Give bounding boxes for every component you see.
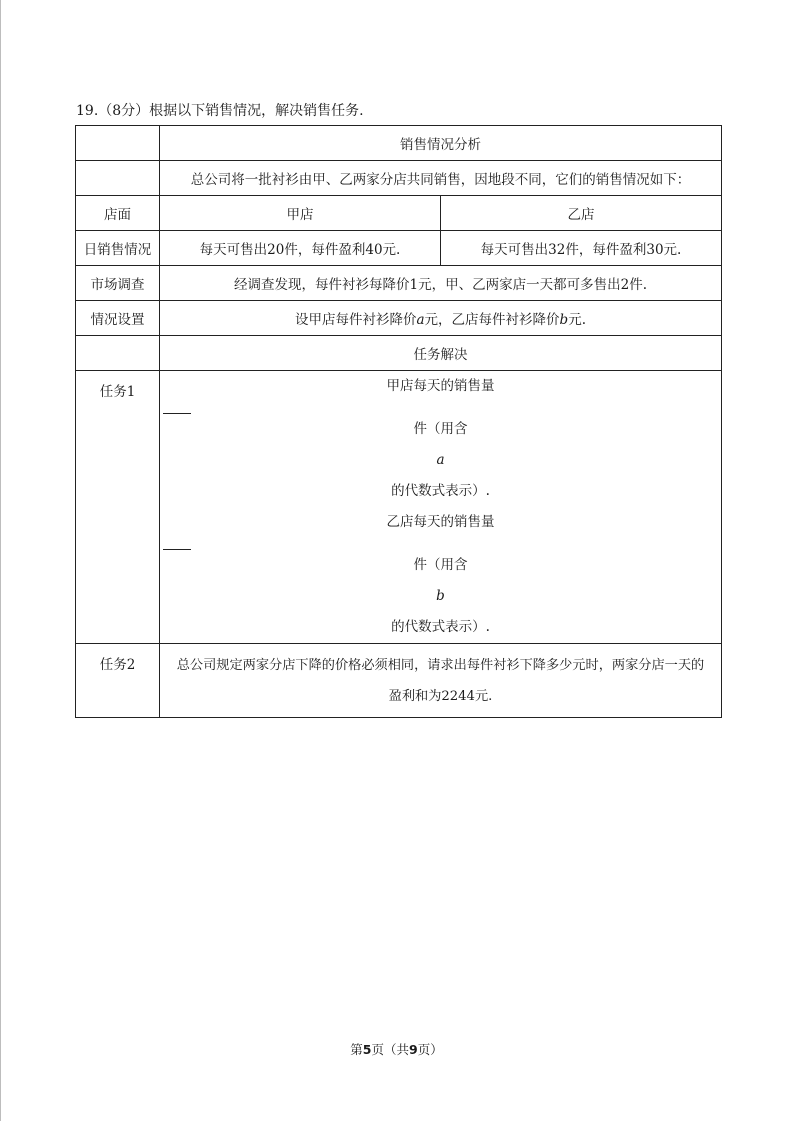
task2-content (160, 644, 722, 718)
table-row (76, 644, 722, 718)
setting-part2: 元，乙店每件衬衫降价 (424, 312, 560, 328)
answer-blank (163, 538, 191, 550)
task2-line1: 总公司规定两家分店下降的价格必须相同，请求出每件衬衫下降多少元时，两家分店一天的 (176, 657, 705, 673)
store-a-daily: 每天可售出20件，每件盈利40元. (160, 231, 441, 266)
store-a-name: 甲店 (160, 196, 441, 231)
task1-line2-pre: 乙店每天的销售量 (386, 514, 495, 530)
setting-text (160, 301, 722, 336)
table-row (76, 196, 722, 231)
variable-b: b (559, 312, 569, 328)
task1-line2-end: 的代数式表示）. (391, 619, 490, 635)
analysis-title: 销售情况分析 (160, 126, 722, 161)
table-row (76, 266, 722, 301)
table-row (76, 336, 722, 371)
setting-part1: 设甲店每件衬衫降价 (294, 312, 417, 328)
page-number: 5 (362, 1042, 372, 1057)
footer-pre: 第 (350, 1042, 363, 1057)
table-row (76, 301, 722, 336)
page-edge (0, 0, 1, 1121)
task1-line1-post: 件（用含 (413, 421, 468, 437)
answer-blank (163, 402, 191, 414)
variable-a: a (416, 312, 425, 328)
empty-cell (76, 336, 160, 371)
row-label-daily: 日销售情况 (76, 231, 160, 266)
task1-line1 (162, 371, 719, 507)
task1-line1-pre: 甲店每天的销售量 (386, 378, 495, 394)
store-b-name: 乙店 (441, 196, 722, 231)
empty-cell (76, 126, 160, 161)
row-label-market: 市场调查 (76, 266, 160, 301)
table-row (76, 371, 722, 644)
market-text: 经调查发现，每件衬衫每降价1元，甲、乙两家店一天都可多售出2件. (160, 266, 722, 301)
task1-content (160, 371, 722, 644)
task2-label: 任务2 (76, 644, 160, 718)
table-row (76, 161, 722, 196)
variable-a: a (436, 452, 445, 468)
row-label-store: 店面 (76, 196, 160, 231)
footer-mid: 页（共 (371, 1042, 409, 1057)
page-footer (0, 1040, 793, 1058)
task2-line2: 盈利和为2244元. (388, 688, 493, 704)
row-label-setting: 情况设置 (76, 301, 160, 336)
table-row (76, 231, 722, 266)
intro-text: 总公司将一批衬衫由甲、乙两家分店共同销售，因地段不同，它们的销售情况如下： (160, 161, 722, 196)
total-pages: 9 (409, 1042, 418, 1057)
task1-line2 (162, 507, 719, 643)
table-row (76, 126, 722, 161)
empty-cell (76, 161, 160, 196)
setting-part3: 元. (568, 312, 586, 328)
tasks-title: 任务解决 (160, 336, 722, 371)
task1-line2-post: 件（用含 (413, 557, 468, 573)
task1-line1-end: 的代数式表示）. (391, 483, 490, 499)
task1-label: 任务1 (76, 371, 160, 644)
question-header: 19.（8分）根据以下销售情况，解决销售任务. (76, 103, 364, 119)
store-b-daily: 每天可售出32件，每件盈利30元. (441, 231, 722, 266)
variable-b: b (436, 588, 445, 604)
sales-table (75, 125, 722, 718)
footer-post: 页） (417, 1042, 443, 1057)
